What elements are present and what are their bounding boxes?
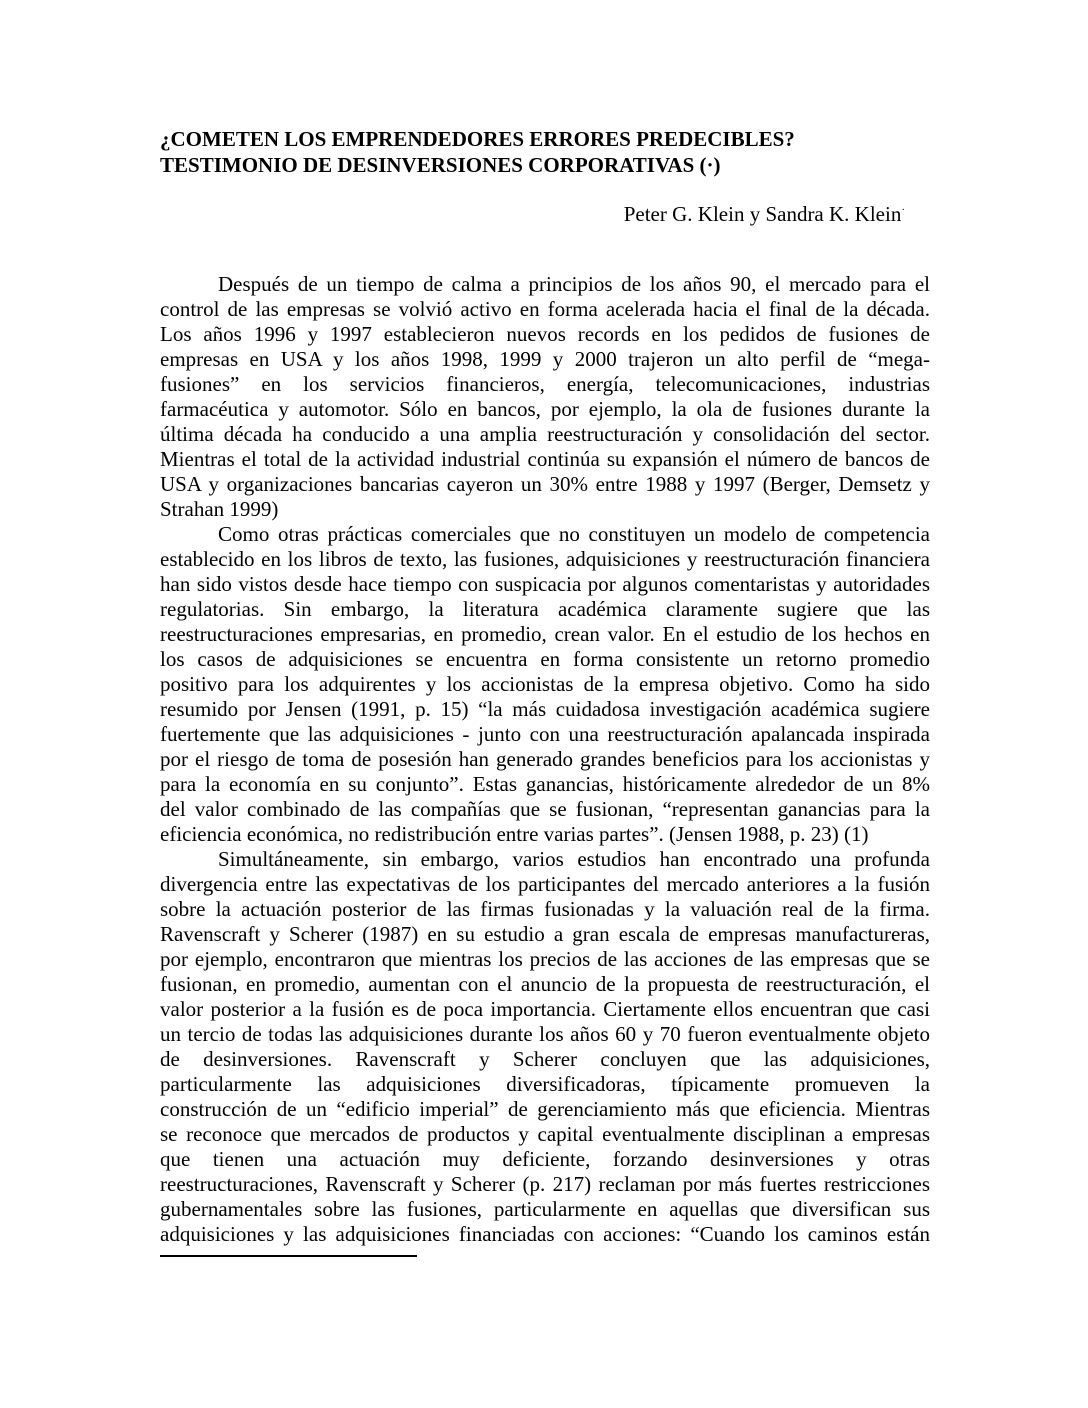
text-line: un tercio de todas las adquisiciones durante los años 60 y 70 fueron eventualmente objeto [160,1022,930,1046]
text-line: Simultáneamente, sin embargo, varios estudios han encontrado una profunda [218,847,930,871]
text-line: USA y organizaciones bancarias cayeron un 30% entre 1988 y 1997 (Berger, Demsetz y [160,472,930,496]
text-line: Los años 1996 y 1997 establecieron nuevos records en los pedidos de fusiones de [160,322,930,346]
paper-title [160,0,930,178]
text-line: construcción de un “edificio imperial” de gerenciamiento más que eficiencia. Mientras [160,1097,930,1121]
text-line: Mientras el total de la actividad industrial continúa su expansión el número de bancos de [160,447,930,471]
text-line: valor posterior a la fusión es de poca importancia. Ciertamente ellos encuentran que casi [160,997,930,1021]
text-line: fuertemente que las adquisiciones - junto con una reestructuración apalancada inspirada [160,722,930,746]
text-line: que tienen una actuación muy deficiente, forzando desinversiones y otras [160,1147,930,1171]
text-line: sobre la actuación posterior de las firmas fusionadas y la valuación real de la firma. [160,897,930,921]
text-line: se reconoce que mercados de productos y capital eventualmente disciplinan a empresas [160,1122,930,1146]
text-line: última década ha conducido a una amplia reestructuración y consolidación del sector. [160,422,930,446]
text-line: eficiencia económica, no redistribución entre varias partes”. (Jensen 1988, p. 23) (1) [160,822,869,846]
text-line: fusionan, en promedio, aumentan con el anuncio de la propuesta de reestructuración, el [160,972,930,996]
text-line: los casos de adquisiciones se encuentra en forma consistente un retorno promedio [160,647,930,671]
text-line: regulatorias. Sin embargo, la literatura académica claramente sugiere que las [160,597,930,621]
footnote-separator-rule [160,1255,417,1257]
text-line: control de las empresas se volvió activo en forma acelerada hacia el final de la década. [160,297,930,321]
text-line: gubernamentales sobre las fusiones, particularmente en aquellas que diversifican sus [160,1197,930,1221]
text-line: adquisiciones y las adquisiciones financiadas con acciones: “Cuando los caminos están [160,1222,930,1246]
text-line: reestructuraciones empresarias, en promedio, crean valor. En el estudio de los hechos en [160,622,930,646]
text-line: farmacéutica y automotor. Sólo en bancos, por ejemplo, la ola de fusiones durante la [160,397,930,421]
body-text [160,272,930,1247]
text-line: reestructuraciones, Ravenscraft y Scherer (p. 217) reclaman por más fuertes restricciones [160,1172,930,1196]
text-line: resumido por Jensen (1991, p. 15) “la más cuidadosa investigación académica sugiere [160,697,930,721]
text-line: de desinversiones. Ravenscraft y Scherer concluyen que las adquisiciones, [160,1047,930,1071]
text-line: Como otras prácticas comerciales que no constituyen un modelo de competencia [218,522,930,546]
text-line: del valor combinado de las compañías que se fusionan, “representan ganancias para la [160,797,930,821]
text-line: por el riesgo de toma de posesión han generado grandes beneficios para los accionistas y [160,747,930,771]
text-line: para la economía en su conjunto”. Estas ganancias, históricamente alrededor de un 8% [160,772,930,796]
title-line-2: TESTIMONIO DE DESINVERSIONES CORPORATIVAS (·) [160,153,721,177]
text-line: por ejemplo, encontraron que mientras los precios de las acciones de las empresas que se [160,947,930,971]
text-line: establecido en los libros de texto, las fusiones, adquisiciones y reestructuración financiera [160,547,930,571]
text-line: particularmente las adquisiciones diversificadoras, típicamente promueven la [160,1072,930,1096]
text-line: han sido vistos desde hace tiempo con suspicacia por algunos comentaristas y autoridades [160,572,930,596]
text-line: fusiones” en los servicios financieros, energía, telecomunicaciones, industrias [160,372,930,396]
byline [160,202,930,227]
text-line: Ravenscraft y Scherer (1987) en su estudio a gran escala de empresas manufactureras, [160,922,930,946]
page-content [160,0,930,1257]
title-line-1: ¿COMETEN LOS EMPRENDEDORES ERRORES PREDECIBLES? [160,127,795,151]
text-line: positivo para los adquirentes y los accionistas de la empresa objetivo. Como ha sido [160,672,930,696]
byline-footnote-marker: · [901,204,905,216]
text-line: Después de un tiempo de calma a principios de los años 90, el mercado para el [218,272,930,296]
text-line: Strahan 1999) [160,497,279,521]
text-line: divergencia entre las expectativas de los participantes del mercado anteriores a la fusión [160,872,930,896]
text-line: empresas en USA y los años 1998, 1999 y 2000 trajeron un alto perfil de “mega- [160,347,930,371]
author-names: Peter G. Klein y Sandra K. Klein [623,202,902,226]
